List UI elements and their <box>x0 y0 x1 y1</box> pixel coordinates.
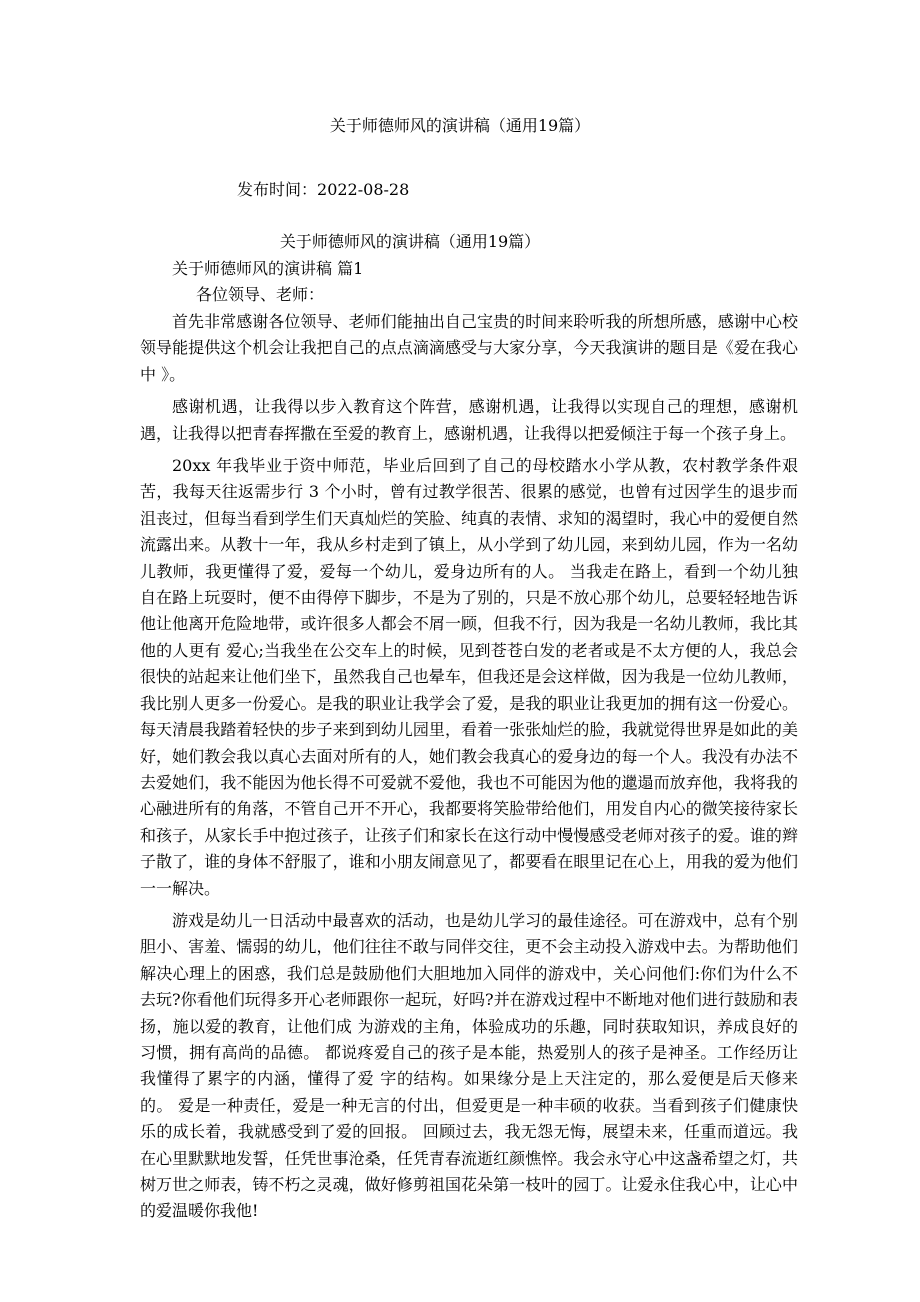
publish-info <box>237 180 409 200</box>
document-title: 关于师德师风的演讲稿（通用19篇） <box>329 116 591 135</box>
speech-body <box>140 309 798 1231</box>
salutation: 各位领导、老师： <box>196 285 325 304</box>
paragraph-3: 20xx 年我毕业于资中师范，毕业后回到了自己的母校踏水小学从教，农村教学条件艰苦，我每天往返需步行 3 个小时，曾有过教学很苦、很累的感觉，也曾有过因学生的退步而沮丧过，但每当看到学生们天真灿烂的笑脸、纯真的表情、求知的渴望时，我心中的爱便自然流露出来。从教十一年，我从乡村走到了镇上，从小学到了幼儿园，来到幼儿园，作为一名幼儿教师，我更懂得了爱，爱每一个幼儿，爱身边所有的人。 当我走在路上，看到一个幼儿独自在路上玩耍时，便不由得停下脚步，不是为了别的，只是不放心那个幼儿，总要轻轻地告诉他让他离开危险地带，或许很多人都会不屑一顾，但我不行，因为我是一名幼儿教师，我比其他的人更有 爱心;当我坐在公交车上的时候，见到苍苍白发的老者或是不太方便的人，我总会很快的站起来让他们坐下，虽然我自己也晕车，但我还是会这样做，因为我是一位幼儿教师，我比别人更多一份爱心。是我的职业让我学会了爱，是我的职业让我更加的拥有这一份爱心。 每天清晨我踏着轻快的步子来到到幼儿园里，看着一张张灿烂的脸，我就觉得世界是如此的美好，她们教会我以真心去面对所有的人，她们教会我真心的爱身边的每一个人。我没有办法不去爱她们，我不能因为他长得不可爱就不爱他，我也不可能因为他的邋遢而放弃他，我将我的心融进所有的角落，不管自己开不开心，我都要将笑脸带给他们，用发自内心的微笑接待家长和孩子，从家长手中抱过孩子，让孩子们和家长在这行动中慢慢感受老师对孩子的爱。谁的辫子散了，谁的身体不舒服了，谁和小朋友闹意见了，都要看在眼里记在心上，用我的爱为他们一一解决。 <box>140 456 798 898</box>
paragraph-4: 游戏是幼儿一日活动中最喜欢的活动，也是幼儿学习的最佳途径。可在游戏中，总有个别胆小、害羞、懦弱的幼儿，他们往往不敢与同伴交往，更不会主动投入游戏中去。为帮助他们解决心理上的困惑，我们总是鼓励他们大胆地加入同伴的游戏中，关心问他们:你们为什么不去玩?你看他们玩得多开心老师跟你一起玩，好吗?并在游戏过程中不断地对他们进行鼓励和表扬，施以爱的教育，让他们成 为游戏的主角，体验成功的乐趣，同时获取知识，养成良好的习惯，拥有高尚的品德。 都说疼爱自己的孩子是本能，热爱别人的孩子是神圣。工作经历让我懂得了累字的内涵，懂得了爱 字的结构。如果缘分是上天注定的，那么爱便是后天修来的。 爱是一种责任，爱是一种无言的付出，但爱更是一种丰硕的收获。当看到孩子们健康快乐的成长着，我就感受到了爱的回报。 回顾过去，我无怨无悔，展望未来，任重而道远。我在心里默默地发誓，任凭世事沧桑，任凭青春流逝红颜憔悴。我会永守心中这盏希望之灯，共树万世之师表，铸不朽之灵魂，做好修剪祖国花朵第一枝叶的园丁。让爱永住我心中，让心中的爱温暖你我他! <box>140 910 798 1221</box>
publish-label: 发布时间： <box>237 180 318 199</box>
section-heading: 关于师德师风的演讲稿 篇1 <box>172 259 364 278</box>
paragraph-1: 首先非常感谢各位领导、老师们能抽出自己宝贵的时间来聆听我的所想所感，感谢中心校领导能提供这个机会让我把自己的点点滴滴感受与大家分享，今天我演讲的题目是《爱在我心中 》。 <box>140 312 798 384</box>
document-subtitle: 关于师德师风的演讲稿（通用19篇） <box>279 232 541 251</box>
paragraph-2: 感谢机遇，让我得以步入教育这个阵营，感谢机遇，让我得以实现自己的理想，感谢机遇，让我得以把青春挥撒在至爱的教育上，感谢机遇，让我得以把爱倾注于每一个孩子身上。 <box>140 397 798 443</box>
publish-date: 2022-08-28 <box>317 180 410 199</box>
